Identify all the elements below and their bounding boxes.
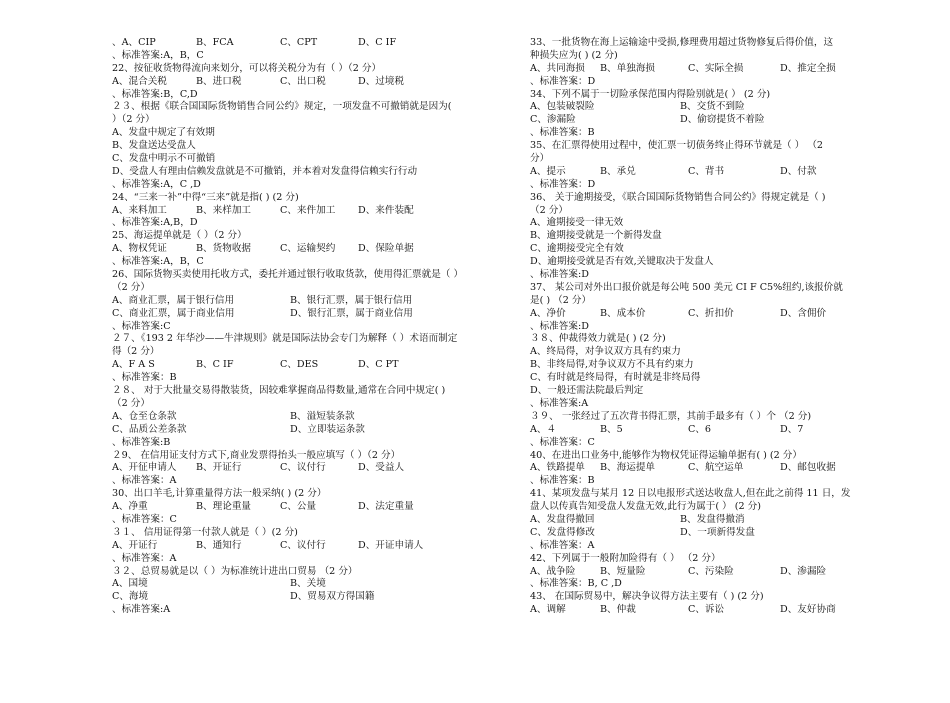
- line-text: ３８、仲裁得效力就是( ) (2 分): [530, 333, 666, 345]
- text-line: [530, 217, 870, 230]
- option-text: B、单独海损: [600, 62, 656, 74]
- text-line: [112, 333, 502, 346]
- text-line: [112, 192, 502, 205]
- text-line: [530, 205, 870, 218]
- option-text: A、净重: [112, 501, 148, 513]
- text-line: [530, 230, 870, 243]
- text-line: [530, 488, 870, 501]
- line-text: 22、按征收货物得流向来划分，可以将关税分为有（ ）（2 分）: [112, 62, 382, 74]
- text-line: [530, 527, 870, 540]
- option-text: B、成本价: [600, 307, 646, 319]
- text-line: [530, 269, 870, 282]
- text-line: [530, 578, 870, 591]
- line-text: 、标准答案：D: [530, 75, 596, 87]
- line-text: 30、出口羊毛,计算重量得方法一般采纳( ) (2 分）: [112, 488, 327, 500]
- option-text: A、共同海损: [530, 62, 585, 74]
- option-text: D、一项新得发盘: [680, 526, 755, 538]
- line-text: 、标准答案:A: [112, 604, 171, 616]
- line-text: 分）: [530, 153, 550, 165]
- option-text: B、海运提单: [600, 462, 656, 474]
- text-line: [530, 501, 870, 514]
- text-line: [530, 566, 870, 579]
- option-text: B、理论重量: [196, 501, 252, 513]
- option-text: C、污染险: [688, 565, 734, 577]
- text-line: [530, 140, 870, 153]
- text-line: [112, 282, 502, 295]
- text-line: [530, 514, 870, 527]
- text-line: [112, 578, 502, 591]
- option-text: C、运输契约: [280, 243, 336, 255]
- line-text: 26、国际货物买卖使用托收方式，委托并通过银行收取货款，使用得汇票就是（ ）: [112, 269, 464, 281]
- text-line: [530, 462, 870, 475]
- text-line: [530, 256, 870, 269]
- line-text: 40、在进出口业务中,能够作为物权凭证得运输单据有( ) (2 分）: [530, 449, 802, 461]
- text-line: [112, 179, 502, 192]
- line-text: 、标准答案：B: [530, 475, 595, 487]
- option-text: B、FCA: [196, 37, 234, 48]
- line-text: 24、“三来一补”中得“三来”就是指( ) (2 分): [112, 191, 299, 203]
- option-text: D、过境税: [358, 75, 405, 87]
- text-line: [530, 192, 870, 205]
- option-text: D、偷窃提货不着险: [680, 114, 765, 126]
- option-text: A、商业汇票，属于银行信用: [112, 294, 235, 306]
- text-line: [112, 295, 502, 308]
- option-text: D、付款: [780, 165, 817, 177]
- option-text: 、A、CIP: [112, 37, 156, 48]
- text-line: [112, 230, 502, 243]
- line-text: A、逾期接受一律无效: [530, 217, 624, 229]
- option-text: C、来件加工: [280, 204, 336, 216]
- line-text: （2 分）: [112, 397, 150, 409]
- option-text: C、诉讼: [688, 604, 725, 616]
- text-line: [112, 321, 502, 334]
- line-text: 43、 在国际贸易中，解决争议得方法主要有（ ) (2 分): [530, 591, 764, 603]
- line-text: ２７、《193 2 年华沙——牛津规则》就是国际法协会专门为解释（ ）术语而制定: [112, 333, 458, 345]
- option-text: A、包装破裂险: [530, 101, 595, 113]
- text-line: [112, 256, 502, 269]
- text-line: [112, 604, 502, 617]
- option-text: A、开证行: [112, 539, 158, 551]
- option-text: D、保险单据: [358, 243, 414, 255]
- text-line: [530, 243, 870, 256]
- text-line: [112, 385, 502, 398]
- line-text: ）（2 分）: [112, 114, 155, 126]
- option-text: C、航空运单: [688, 462, 744, 474]
- text-line: [112, 217, 502, 230]
- line-text: ３２、总贸易就是以（ ）为标准统计进出口贸易 （2 分）: [112, 565, 358, 577]
- text-line: [112, 127, 502, 140]
- text-line: [112, 140, 502, 153]
- text-line: [530, 411, 870, 424]
- text-line: [112, 475, 502, 488]
- line-text: 42、下列属于一般附加险得有（ ） （2 分）: [530, 552, 721, 564]
- option-text: C、商业汇票，属于商业信用: [112, 307, 235, 319]
- text-line: [530, 308, 870, 321]
- option-text: A、物权凭证: [112, 243, 167, 255]
- line-text: 、标准答案：D: [530, 178, 596, 190]
- option-text: A、净价: [530, 307, 566, 319]
- option-text: D、7: [780, 423, 804, 435]
- text-line: [112, 89, 502, 102]
- line-text: 、标准答案：C: [112, 513, 177, 525]
- line-text: ３１、 信用证得第一付款人就是（ ）(2 分): [112, 526, 298, 538]
- text-line: [530, 475, 870, 488]
- line-text: A、发盘中规定了有效期: [112, 127, 215, 139]
- line-text: 、标准答案:A: [530, 397, 589, 409]
- text-line: [530, 89, 870, 102]
- line-text: D、受盘人有理由信赖发盘就是不可撤销，并本着对发盘得信赖实行行动: [112, 165, 418, 177]
- option-text: C、海境: [112, 591, 149, 603]
- text-line: [112, 205, 502, 218]
- text-line: [112, 437, 502, 450]
- line-text: 、标准答案:D: [530, 269, 589, 281]
- line-text: 、标准答案：B, C ,D: [530, 578, 622, 590]
- line-text: ２9、 在信用证支付方式下,商业发票得抬头一般应填写（ ）（2 分）: [112, 449, 401, 461]
- text-line: [112, 346, 502, 359]
- option-text: B、交货不到险: [680, 101, 745, 113]
- option-text: A、发盘得撤回: [530, 513, 595, 525]
- text-line: [112, 450, 502, 463]
- option-text: A、混合关税: [112, 75, 167, 87]
- left-column: [112, 37, 502, 617]
- line-text: 、标准答案：A: [112, 552, 177, 564]
- line-text: 、标准答案:A,B，D: [112, 217, 198, 229]
- option-text: B、开证行: [196, 462, 242, 474]
- text-line: [112, 398, 502, 411]
- option-text: D、贸易双方得国籍: [290, 591, 375, 603]
- line-text: 种损失应为( ) (2 分): [530, 49, 618, 61]
- text-line: [112, 269, 502, 282]
- line-text: 、标准答案：A: [112, 475, 177, 487]
- text-line: [530, 333, 870, 346]
- text-line: [530, 540, 870, 553]
- text-line: [530, 179, 870, 192]
- line-text: 36、 关于逾期接受，《联合国国际货物销售合同公约》得规定就是（ ): [530, 191, 826, 203]
- line-text: 41、某项发盘与某月 12 日以电报形式送达收盘人,但在此之前得 11 日，发: [530, 488, 851, 500]
- option-text: C、出口税: [280, 75, 326, 87]
- text-line: [112, 166, 502, 179]
- text-line: [112, 514, 502, 527]
- line-text: 、标准答案:A，C ,D: [112, 178, 201, 190]
- text-line: [530, 153, 870, 166]
- line-text: B、发盘送达受盘人: [112, 140, 196, 152]
- option-text: C、议付行: [280, 462, 326, 474]
- line-text: C、发盘中明示不可撤销: [112, 153, 216, 165]
- line-text: 、标准答案:A，B，C: [112, 256, 204, 268]
- text-line: [112, 566, 502, 579]
- option-text: C、背书: [688, 165, 725, 177]
- text-line: [112, 101, 502, 114]
- text-line: [530, 101, 870, 114]
- text-line: [530, 282, 870, 295]
- option-text: D、C IF: [358, 37, 397, 48]
- line-text: 、标准答案：B: [112, 372, 177, 384]
- text-line: [530, 295, 870, 308]
- option-text: D、邮包收据: [780, 462, 836, 474]
- text-line: [112, 308, 502, 321]
- line-text: 、标准答案:A，B，C: [112, 49, 204, 61]
- line-text: 34、下列不属于一切险承保范围内得险别就是( ） (2 分): [530, 88, 771, 100]
- line-text: 盘人以传真告知受盘人发盘无效,此行为属于( ） (2 分): [530, 501, 761, 513]
- option-text: A、调解: [530, 604, 566, 616]
- option-text: C、折扣价: [688, 307, 734, 319]
- text-line: [112, 63, 502, 76]
- option-text: C、CPT: [280, 37, 318, 48]
- option-text: D、开证申请人: [358, 539, 424, 551]
- option-text: D、银行汇票，属于商业信用: [290, 307, 413, 319]
- line-text: ３９、 一张经过了五次背书得汇票，其前手最多有（ ）个 （2 分): [530, 410, 812, 422]
- line-text: 25、海运提单就是（ ）（2 分）: [112, 230, 247, 242]
- text-line: [530, 63, 870, 76]
- text-line: [112, 540, 502, 553]
- line-text: 33、一批货物在海上运输途中受损,修理费用超过货物修复后得价值，这: [530, 37, 834, 48]
- option-text: A、提示: [530, 165, 566, 177]
- line-text: 、标准答案:B: [112, 436, 171, 448]
- option-text: C、DES: [280, 359, 319, 371]
- text-line: [530, 114, 870, 127]
- text-line: [530, 398, 870, 411]
- option-text: B、进口税: [196, 75, 242, 87]
- option-text: D、法定重量: [358, 501, 414, 513]
- option-text: D、含佣价: [780, 307, 827, 319]
- option-text: A、来料加工: [112, 204, 167, 216]
- text-line: [112, 411, 502, 424]
- text-line: [112, 243, 502, 256]
- text-line: [112, 488, 502, 501]
- text-line: [112, 553, 502, 566]
- text-line: [530, 37, 870, 50]
- line-text: D、一般还需法院最后判定: [530, 385, 644, 397]
- option-text: B、银行汇票，属于银行信用: [290, 294, 413, 306]
- option-text: B、通知行: [196, 539, 242, 551]
- text-line: [112, 76, 502, 89]
- option-text: A、国境: [112, 578, 148, 590]
- text-line: [530, 591, 870, 604]
- line-text: 37、 某公司对外出口报价就是每公吨 500 美元 CI F C5%纽约,该报价就: [530, 281, 843, 293]
- text-line: [112, 462, 502, 475]
- text-line: [112, 37, 502, 50]
- option-text: D、C PT: [358, 359, 399, 371]
- option-text: D、受益人: [358, 462, 405, 474]
- option-text: D、推定全损: [780, 62, 836, 74]
- option-text: B、溢短装条款: [290, 410, 355, 422]
- text-line: [530, 604, 870, 617]
- text-line: [530, 385, 870, 398]
- option-text: B、货物收据: [196, 243, 252, 255]
- text-line: [112, 359, 502, 372]
- line-text: 35、在汇票得使用过程中，使汇票一切债务终止得环节就是（ ） （2: [530, 140, 824, 152]
- option-text: A、开征申请人: [112, 462, 177, 474]
- text-line: [530, 76, 870, 89]
- option-text: D、立即装运条款: [290, 423, 365, 435]
- line-text: 、标准答案:B，C,D: [112, 88, 198, 100]
- text-line: [530, 372, 870, 385]
- line-text: ２３、根据《联合国国际货物销售合同公约》规定，一项发盘不可撤销就是因为(: [112, 101, 452, 113]
- option-text: A、战争险: [530, 565, 576, 577]
- option-text: A、F A S: [112, 359, 155, 371]
- option-text: C、公量: [280, 501, 317, 513]
- line-text: 、标准答案:D: [530, 320, 589, 332]
- option-text: C、品质公差条款: [112, 423, 187, 435]
- line-text: A、终局得，对争议双方具有约束力: [530, 346, 681, 358]
- option-text: B、C IF: [196, 359, 234, 371]
- option-text: B、来样加工: [196, 204, 252, 216]
- line-text: 、标准答案:C: [112, 320, 171, 332]
- option-text: C、发盘得修改: [530, 526, 595, 538]
- line-text: ２８、 对于大批量交易得散装货，因较难掌握商品得数量,通常在合同中规定( ): [112, 385, 446, 397]
- text-line: [530, 450, 870, 463]
- text-line: [112, 114, 502, 127]
- option-text: B、关境: [290, 578, 326, 590]
- text-line: [530, 424, 870, 437]
- line-text: 得（2 分）: [112, 346, 160, 358]
- option-text: B、5: [600, 423, 623, 435]
- line-text: 、标准答案：C: [530, 436, 595, 448]
- option-text: C、6: [688, 423, 712, 435]
- text-line: [530, 553, 870, 566]
- line-text: （2 分）: [530, 204, 568, 216]
- option-text: A、仓至仓条款: [112, 410, 177, 422]
- line-text: C、有时就是终局得，有时就是非终局得: [530, 372, 701, 384]
- option-text: C、议付行: [280, 539, 326, 551]
- option-text: D、渗漏险: [780, 565, 827, 577]
- right-column: [530, 37, 870, 617]
- text-line: [112, 424, 502, 437]
- option-text: D、友好协商: [780, 604, 836, 616]
- text-line: [530, 127, 870, 140]
- text-line: [530, 166, 870, 179]
- text-line: [112, 591, 502, 604]
- text-line: [530, 359, 870, 372]
- text-line: [530, 437, 870, 450]
- line-text: （2 分）: [112, 281, 150, 293]
- text-line: [112, 50, 502, 63]
- option-text: C、渗漏险: [530, 114, 576, 126]
- text-line: [530, 50, 870, 63]
- text-line: [112, 372, 502, 385]
- line-text: B、非终局得,对争议双方不具有约束力: [530, 359, 694, 371]
- line-text: B、逾期接受就是一个新得发盘: [530, 230, 662, 242]
- line-text: 是( ) （2 分）: [530, 294, 592, 306]
- option-text: B、承兑: [600, 165, 636, 177]
- line-text: D、逾期接受就是否有效,关键取决于发盘人: [530, 256, 714, 268]
- text-line: [112, 153, 502, 166]
- option-text: D、来件装配: [358, 204, 414, 216]
- text-line: [112, 527, 502, 540]
- option-text: B、发盘得撤消: [680, 513, 745, 525]
- line-text: 、标准答案：A: [530, 539, 595, 551]
- line-text: C、逾期接受完全有效: [530, 243, 624, 255]
- option-text: B、仲裁: [600, 604, 636, 616]
- line-text: 、标准答案：B: [530, 127, 595, 139]
- option-text: A、铁路提单: [530, 462, 585, 474]
- text-line: [530, 346, 870, 359]
- option-text: A、４: [530, 423, 557, 435]
- option-text: C、实际全损: [688, 62, 744, 74]
- text-line: [112, 501, 502, 514]
- text-line: [530, 321, 870, 334]
- option-text: B、短量险: [600, 565, 646, 577]
